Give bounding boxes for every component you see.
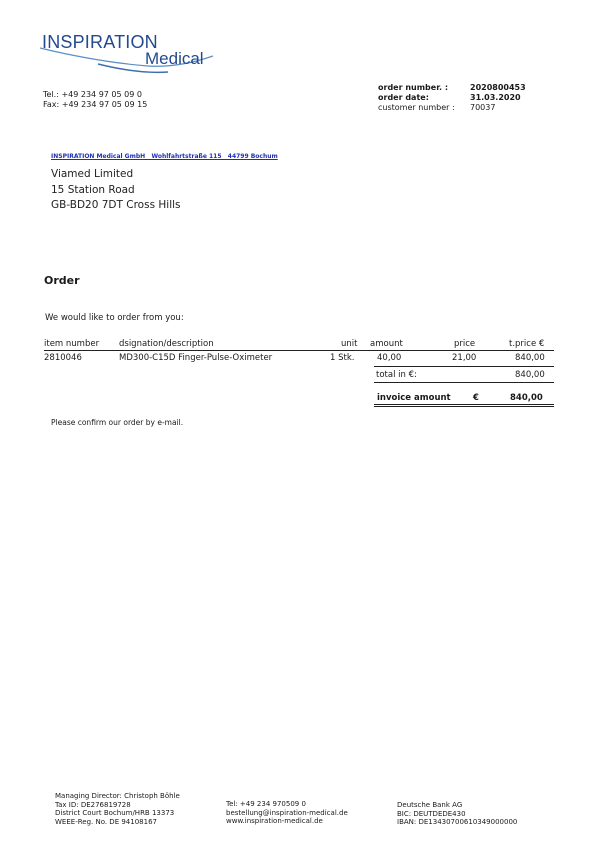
total-row	[374, 366, 554, 382]
footer-email[interactable]: bestellung@inspiration-medical.de	[226, 808, 348, 817]
cell-price: 21,00	[452, 353, 477, 363]
company-logo	[38, 28, 218, 78]
header-item-number: item number	[44, 339, 100, 349]
footer-contact	[226, 800, 348, 826]
cell-amount: 40,00	[377, 353, 402, 363]
customer-number-value: 70037	[470, 103, 496, 112]
recipient-street: 15 Station Road	[51, 183, 135, 196]
recipient-name: Viamed Limited	[51, 168, 134, 180]
header-description: dsignation/description	[119, 339, 214, 349]
invoice-currency: €	[473, 393, 479, 403]
contact-fax: Fax: +49 234 97 05 09 15	[43, 100, 148, 109]
footer-bic: BIC: DEUTDEDE430	[397, 809, 466, 818]
recipient-city: GB-BD20 7DT Cross Hills	[51, 199, 181, 211]
footer-managing-director: Managing Director: Christoph Böhle	[55, 792, 180, 800]
footer-iban: IBAN: DE13430700610349000000	[397, 818, 518, 827]
confirm-note: Please confirm our order by e-mail.	[51, 418, 184, 427]
cell-total-price: 840,00	[515, 353, 545, 363]
invoice-double-underline	[374, 406, 554, 407]
intro-text: We would like to order from you:	[45, 313, 184, 323]
order-date-value: 31.03.2020	[470, 93, 521, 102]
cell-item-number: 2810046	[44, 353, 82, 363]
cell-description: MD300-C15D Finger-Pulse-Oximeter	[119, 353, 273, 363]
invoice-amount-row	[374, 391, 554, 405]
logo-text-inspiration: INSPIRATION	[42, 32, 158, 52]
footer-tel: Tel: +49 234 970509 0	[226, 800, 306, 808]
footer-company	[55, 792, 180, 826]
footer-bank-name: Deutsche Bank AG	[397, 801, 463, 809]
sender-address-line[interactable]: INSPIRATION Medical GmbH Wohlfahrtstraße 115 44799 Bochum	[51, 153, 278, 160]
footer-tax-id: Tax ID: DE276819728	[55, 800, 131, 809]
footer-bank	[397, 801, 517, 827]
header-price: price	[454, 339, 476, 349]
invoice-label: invoice amount	[377, 393, 451, 403]
recipient-address	[51, 167, 181, 214]
header-total-price: t.price €	[509, 339, 545, 349]
table-row	[44, 353, 554, 364]
invoice-value: 840,00	[510, 393, 543, 403]
footer-court: District Court Bochum/HRB 13373	[55, 809, 175, 818]
order-date-label: order date:	[378, 93, 429, 102]
contact-tel: Tel.: +49 234 97 05 09 0	[43, 90, 142, 99]
total-divider	[374, 382, 554, 383]
order-number-value: 2020800453	[470, 83, 526, 92]
footer-website[interactable]: www.inspiration-medical.de	[226, 817, 323, 826]
total-label: total in €:	[376, 370, 417, 380]
footer-weee: WEEE-Reg. No. DE 94108167	[55, 817, 157, 826]
total-value: 840,00	[515, 370, 545, 380]
table-header	[44, 339, 554, 351]
cell-unit: 1 Stk.	[330, 353, 355, 363]
order-info	[378, 83, 526, 113]
company-contact	[43, 90, 147, 110]
header-amount: amount	[370, 339, 403, 349]
order-number-label: order number. :	[378, 83, 449, 92]
customer-number-label: customer number :	[378, 103, 455, 112]
document-title: Order	[44, 274, 80, 287]
header-unit: unit	[341, 339, 358, 349]
logo-text-medical: Medical	[145, 49, 204, 68]
